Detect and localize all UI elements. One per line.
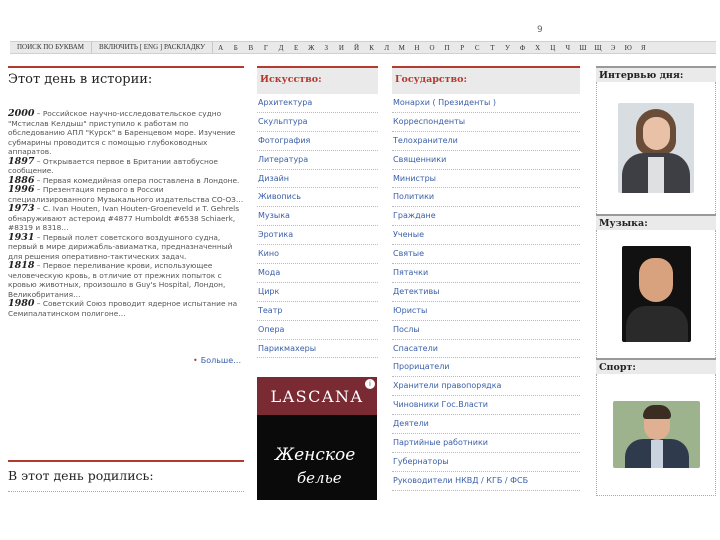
- category-link[interactable]: Парикмахеры: [257, 340, 378, 359]
- event-year[interactable]: 1996: [8, 184, 35, 195]
- bullet-icon: •: [193, 356, 198, 365]
- letter-link[interactable]: В: [248, 43, 254, 52]
- category-link[interactable]: Граждане: [392, 207, 580, 226]
- state-heading: Государство:: [392, 66, 580, 94]
- music-heading: Музыка:: [596, 214, 716, 230]
- state-category-block: [392, 66, 580, 491]
- sport-heading: Спорт:: [596, 358, 716, 374]
- letter-link[interactable]: Й: [353, 43, 360, 52]
- event-text: – Первое переливание крови, использующее человеческую кровь, в отличие от прежних попыток с кровью животных, произошло в Guy's Hospital, Лондон, Великобритания…: [8, 261, 226, 299]
- letter-link[interactable]: А: [218, 43, 224, 52]
- event-year[interactable]: 1818: [8, 260, 35, 271]
- history-event: [8, 109, 244, 157]
- music-photo[interactable]: [622, 246, 691, 342]
- category-link[interactable]: Послы: [392, 321, 580, 340]
- category-link[interactable]: Театр: [257, 302, 378, 321]
- category-link[interactable]: Священники: [392, 151, 580, 170]
- today-in-history-section: [8, 66, 244, 318]
- category-link[interactable]: Ученые: [392, 226, 580, 245]
- letter-link[interactable]: Т: [490, 43, 495, 52]
- letter-link[interactable]: Г: [263, 43, 268, 52]
- letter-link[interactable]: Н: [414, 43, 420, 52]
- category-link[interactable]: Мода: [257, 264, 378, 283]
- event-text: – Первый полет советского воздушного судна, первый в мире дирижабль-авиаматка, предназначенный для решения оперативно-тактических задач.: [8, 232, 233, 261]
- history-event: [8, 204, 244, 233]
- category-link[interactable]: Хранители правопорядка: [392, 377, 580, 396]
- event-year[interactable]: 2000: [8, 108, 35, 119]
- today-heading: Этот день в истории:: [8, 66, 244, 87]
- category-link[interactable]: Руководители НКВД / КГБ / ФСБ: [392, 472, 580, 491]
- category-link[interactable]: Корреспонденты: [392, 113, 580, 132]
- category-link[interactable]: Цирк: [257, 283, 378, 302]
- letter-link[interactable]: Ч: [565, 43, 571, 52]
- event-year[interactable]: 1973: [8, 203, 35, 214]
- category-link[interactable]: Чиновники Гос.Власти: [392, 396, 580, 415]
- history-event: [8, 261, 244, 299]
- letter-link[interactable]: Щ: [594, 43, 602, 52]
- event-text: – Презентация первого в России специализированного Музыкального издательства СО-ОЗ…: [8, 185, 244, 204]
- category-link[interactable]: Фотография: [257, 132, 378, 151]
- category-link[interactable]: Эротика: [257, 226, 378, 245]
- more-link[interactable]: • Больше…: [193, 356, 242, 365]
- category-link[interactable]: Спасатели: [392, 340, 580, 359]
- letter-link[interactable]: У: [504, 43, 510, 52]
- event-year[interactable]: 1980: [8, 298, 35, 309]
- event-year[interactable]: 1897: [8, 155, 35, 167]
- category-link[interactable]: Монархи ( Президенты ): [392, 94, 580, 113]
- letter-link[interactable]: Э: [610, 43, 616, 52]
- category-link[interactable]: Живопись: [257, 188, 378, 207]
- category-link[interactable]: Опера: [257, 321, 378, 340]
- letter-link[interactable]: К: [369, 43, 374, 52]
- event-year[interactable]: 1886: [8, 174, 35, 186]
- category-link[interactable]: Пятачки: [392, 264, 580, 283]
- event-text: – Открывается первое в Британии автобусное сообщение.: [8, 156, 218, 175]
- letter-link[interactable]: З: [324, 43, 329, 52]
- letter-link[interactable]: Я: [640, 43, 646, 52]
- interview-heading: Интервью дня:: [596, 66, 716, 82]
- category-link[interactable]: Деятели: [392, 415, 580, 434]
- history-event: [8, 233, 244, 262]
- letter-link[interactable]: Д: [278, 43, 284, 52]
- sport-photo[interactable]: [613, 401, 700, 468]
- event-text: – Советский Союз проводит ядерное испытание на Семипалатинском полигоне…: [8, 299, 238, 318]
- top-mark: 9: [537, 25, 543, 35]
- category-link[interactable]: Музыка: [257, 207, 378, 226]
- events-list: [8, 109, 244, 318]
- history-event: [8, 157, 244, 176]
- category-link[interactable]: Министры: [392, 170, 580, 189]
- category-link[interactable]: Юристы: [392, 302, 580, 321]
- born-heading: В этот день родились:: [8, 460, 244, 483]
- right-sidebar: [596, 66, 716, 500]
- event-text: – C. Ivan Houten, Ivan Houten-Groeneveld и T. Gehrels обнаруживают астероид #4877 Humboldt #6538 Schiaerk, #8319 и 8318…: [8, 204, 240, 232]
- category-link[interactable]: Литература: [257, 151, 378, 170]
- letter-link[interactable]: Б: [233, 43, 238, 52]
- ad-brand: LASCANA: [270, 386, 364, 406]
- category-link[interactable]: Святые: [392, 245, 580, 264]
- letter-link[interactable]: И: [338, 43, 344, 52]
- letter-link[interactable]: П: [444, 43, 450, 52]
- art-heading: Искусство:: [257, 66, 378, 94]
- letter-link[interactable]: Ф: [519, 43, 526, 52]
- ad-info-icon[interactable]: i: [365, 379, 375, 389]
- category-link[interactable]: Дизайн: [257, 170, 378, 189]
- event-text: – Российское научно-исследовательское судно "Мстислав Келдыш" приступило к работам по обследованию АПЛ "Курск" в Баренцевом море. Изучение субмарины проводится с помощью глубоководных аппаратов.: [8, 109, 236, 156]
- letter-link[interactable]: С: [474, 43, 480, 52]
- letter-link[interactable]: Ш: [579, 43, 587, 52]
- letter-link[interactable]: Е: [293, 43, 299, 52]
- category-link[interactable]: Губернаторы: [392, 453, 580, 472]
- letter-link[interactable]: Р: [460, 43, 465, 52]
- ad-tagline: Женское: [275, 445, 356, 465]
- ad-tagline-second: белье: [297, 469, 342, 487]
- history-event: [8, 176, 244, 186]
- letter-link[interactable]: Х: [535, 43, 541, 52]
- category-link[interactable]: Детективы: [392, 283, 580, 302]
- letter-link[interactable]: Ц: [550, 43, 556, 52]
- art-category-block: [257, 66, 378, 358]
- history-event: [8, 299, 244, 318]
- letter-link[interactable]: О: [429, 43, 435, 52]
- letter-link[interactable]: Ю: [624, 43, 632, 52]
- advertisement-banner[interactable]: [257, 377, 377, 500]
- category-link[interactable]: Архитектура: [257, 94, 378, 113]
- category-link[interactable]: Кино: [257, 245, 378, 264]
- letter-navigation-bar: [10, 41, 716, 54]
- letter-link[interactable]: М: [398, 43, 405, 52]
- search-by-letter-button[interactable]: ПОИСК ПО БУКВАМ: [10, 42, 92, 53]
- history-event: [8, 185, 244, 204]
- category-link[interactable]: Политики: [392, 188, 580, 207]
- event-text: – Первая комедийная опера поставлена в Лондоне.: [34, 175, 240, 185]
- category-link[interactable]: Скульптура: [257, 113, 378, 132]
- event-year[interactable]: 1931: [8, 231, 35, 243]
- category-link[interactable]: Прорицатели: [392, 358, 580, 377]
- letter-link[interactable]: Л: [384, 43, 390, 52]
- keyboard-layout-toggle[interactable]: ВКЛЮЧИТЬ [ ENG ] РАСКЛАДКУ: [92, 42, 213, 53]
- category-link[interactable]: Телохранители: [392, 132, 580, 151]
- interview-photo[interactable]: [618, 103, 694, 193]
- born-today-section: [8, 460, 244, 492]
- letter-link[interactable]: Ж: [308, 43, 315, 52]
- category-link[interactable]: Партийные работники: [392, 434, 580, 453]
